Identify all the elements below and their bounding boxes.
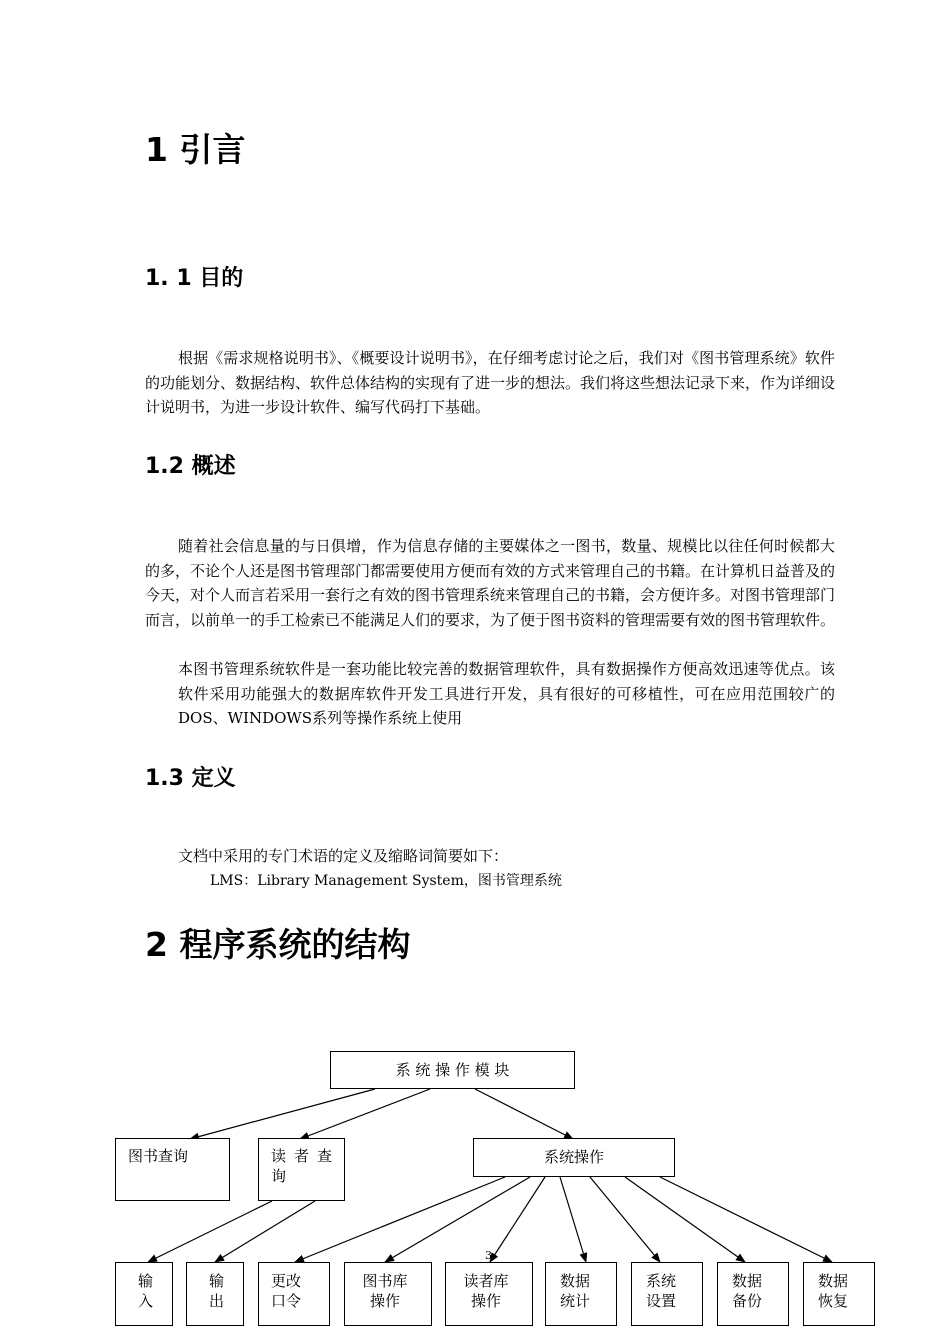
section-2-heading: 2 程序系统的结构 — [145, 925, 411, 964]
library-ops-box — [344, 1262, 432, 1326]
backup-box — [717, 1262, 789, 1326]
section-1-2-heading: 1.2 概述 — [145, 454, 236, 479]
input-label: 输入 — [138, 1272, 154, 1310]
system-ops-box — [473, 1138, 675, 1177]
section-1-3-heading: 1.3 定义 — [145, 766, 236, 791]
library-ops-label: 图书库操作 — [362, 1272, 408, 1310]
overview-paragraph-1: 随着社会信息量的与日俱增，作为信息存储的主要媒体之一图书，数量、规模比以往任何时候都大的多，不论个人还是图书管理部门都需要使用方便而有效的方式来管理自己的书籍。在计算机日益普及的今天，对个人而言若采用一套行之有效的图书管理系统来管理自己的书籍，会方便许多。对图书管理部门而言，以前单一的手工检索已不能满足人们的要求，为了便于图书资料的管理需要有效的图书管理软件。 — [145, 537, 836, 629]
definition-intro: 文档中采用的专门术语的定义及缩略词简要如下： — [178, 847, 509, 865]
section-1-1-heading: 1. 1 目的 — [145, 266, 244, 291]
output-label: 输出 — [209, 1272, 225, 1310]
book-query-label: 图书查询 — [128, 1147, 189, 1165]
reader-db-ops-box — [445, 1262, 533, 1326]
arrow-root-to-system-ops — [475, 1089, 573, 1139]
restore-box — [803, 1262, 875, 1326]
book-query-box — [115, 1138, 230, 1201]
backup-label: 数据备份 — [732, 1272, 763, 1310]
section-1-heading: 1 引言 — [145, 130, 246, 169]
arrow-reader-query-to-output — [215, 1201, 315, 1262]
restore-label: 数据恢复 — [818, 1272, 849, 1310]
arrow-system-ops-to-settings — [590, 1177, 660, 1262]
statistics-label: 数据统计 — [560, 1272, 591, 1310]
root-module-label: 系 统 操 作 模 块 — [395, 1061, 510, 1079]
root-module-box — [330, 1051, 575, 1089]
arrow-reader-query-to-input — [148, 1201, 272, 1262]
change-password-box — [258, 1262, 330, 1326]
reader-db-ops-label: 读者库操作 — [463, 1272, 509, 1310]
definition-lms: LMS：Library Management System，图书管理系统 — [210, 873, 562, 889]
arrow-system-ops-to-reader-db-ops — [490, 1177, 545, 1262]
input-box — [115, 1262, 173, 1326]
reader-query-label: 读 者 查 询 — [271, 1147, 332, 1185]
reader-query-box — [258, 1138, 345, 1201]
statistics-box — [545, 1262, 617, 1326]
arrow-system-ops-to-library-ops — [385, 1177, 530, 1262]
purpose-paragraph: 根据《需求规格说明书》、《概要设计说明书》，在仔细考虑讨论之后，我们对《图书管理系统》软件的功能划分、数据结构、软件总体结构的实现有了进一步的想法。我们将这些想法记录下来，作为详细设计说明书，为进一步设计软件、编写代码打下基础。 — [145, 349, 836, 416]
arrow-root-to-book-query — [190, 1089, 375, 1139]
change-password-label: 更改口令 — [271, 1272, 302, 1310]
settings-label: 系统设置 — [646, 1272, 677, 1310]
page-number: 3 — [485, 1249, 492, 1262]
output-box — [186, 1262, 244, 1326]
arrow-root-to-reader-query — [300, 1089, 430, 1139]
overview-paragraph-2: 本图书管理系统软件是一套功能比较完善的数据管理软件，具有数据操作方便高效迅速等优点。该软件采用功能强大的数据库软件开发工具进行开发，具有很好的可移植性，可在应用范围较广的DOS、WINDOWS系列等操作系统上使用 — [178, 660, 835, 727]
arrow-system-ops-to-statistics — [560, 1177, 586, 1262]
settings-box — [631, 1262, 703, 1326]
system-ops-label: 系统操作 — [543, 1148, 604, 1166]
